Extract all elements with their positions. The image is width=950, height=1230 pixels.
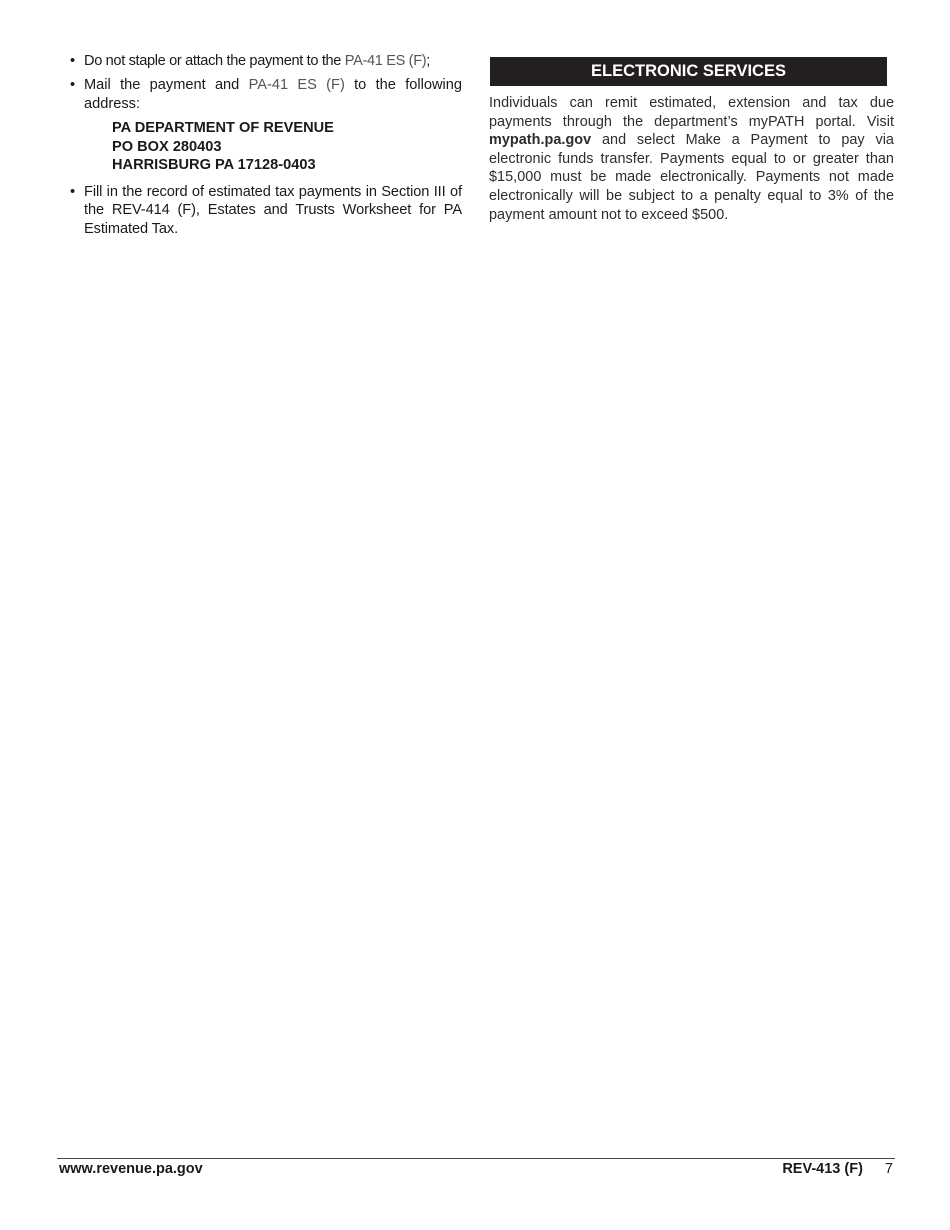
section-header: ELECTRONIC SERVICES [490,57,887,86]
form-reference: PA-41 ES (F) [344,53,427,69]
instruction-list [70,52,462,238]
mypath-link[interactable]: mypath.pa.gov [489,132,592,149]
address-line: HARRISBURG PA 17128-0403 [112,157,316,174]
footer-divider [57,1158,895,1159]
mailing-address [112,119,462,175]
bullet2-end: to the following address: [84,77,462,112]
form-reference: PA-41 ES (F) [248,77,345,94]
page-number: 7 [884,1161,893,1177]
paragraph-text-end: and select Make a Payment to pay via electronic funds transfer. Payments equal to or greater than $15,000 must be made electronically. Payments not made electronically will be subject to a penalty equal to 3% of the payment amount not to exceed $500. [489,132,894,223]
electronic-services-paragraph [489,94,894,224]
footer-website[interactable]: www.revenue.pa.gov [59,1161,203,1177]
list-item-record-payments [70,183,462,238]
list-item-mail-payment [70,76,462,174]
address-line: PA DEPARTMENT OF REVENUE [112,120,334,137]
paragraph-text: Individuals can remit estimated, extension and tax due payments through the department’s myPATH portal. Visit [489,95,894,130]
left-column [70,52,462,238]
right-column [489,57,894,239]
footer-meta [782,1161,893,1177]
bullet1-text: Do not staple or attach the payment to the [84,53,345,69]
list-item-no-staple [70,52,462,70]
form-id: REV-413 (F) [782,1161,863,1177]
bullet2-text: Mail the payment and [84,77,249,94]
bullet3-text: Fill in the record of estimated tax payments in Section III of the REV-414 (F), Estates and Trusts Worksheet for PA Estimated Tax. [84,183,462,237]
address-line: PO BOX 280403 [112,138,222,155]
bullet1-end: ; [426,53,430,69]
